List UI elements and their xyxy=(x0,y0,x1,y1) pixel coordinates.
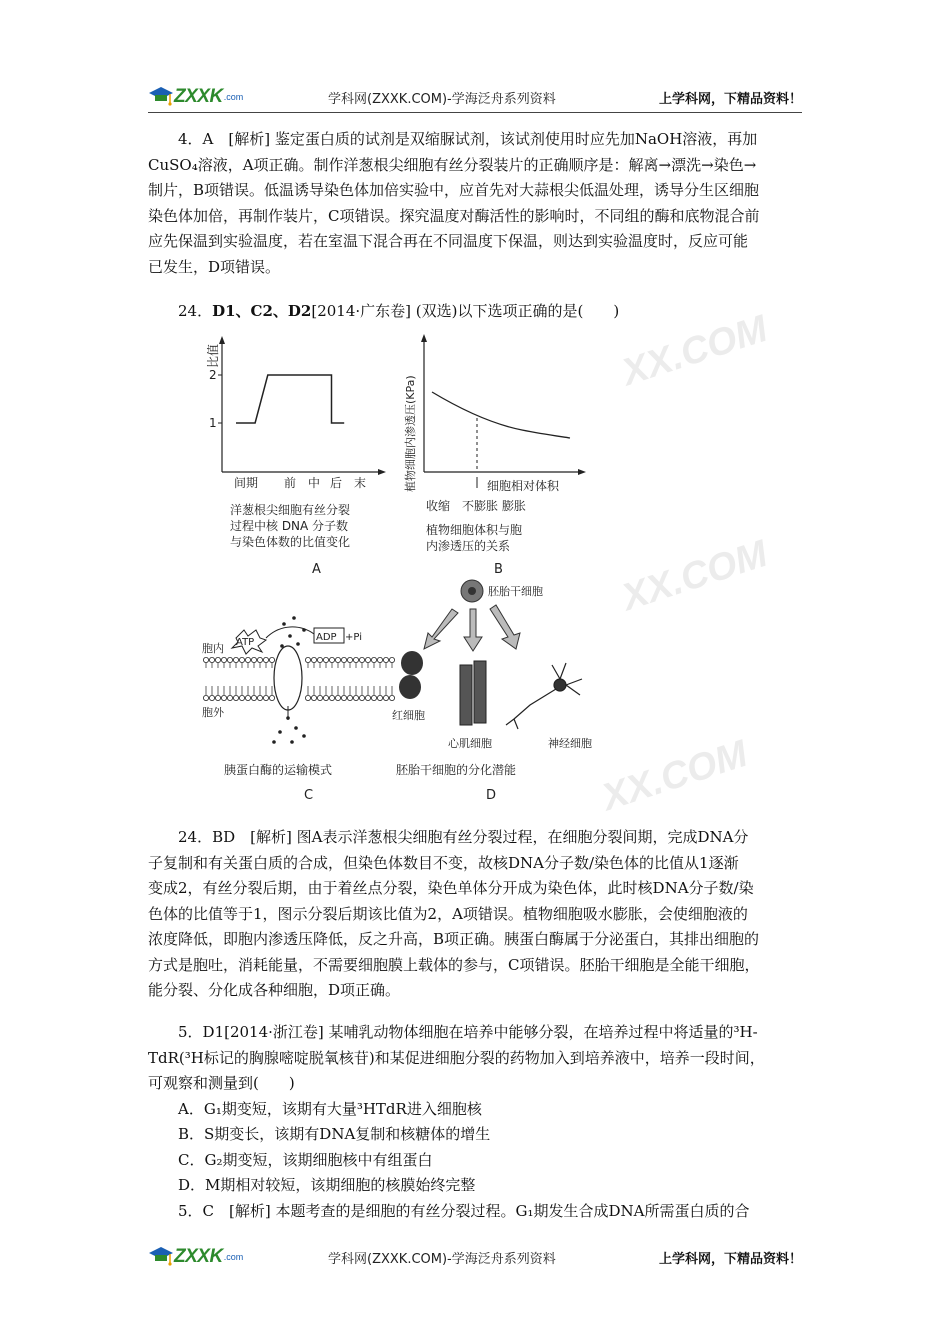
mortarboard-icon xyxy=(148,1244,174,1270)
lipid-head xyxy=(263,695,268,700)
lipid-head xyxy=(347,657,352,662)
lipid-head xyxy=(239,657,244,662)
lipid-head xyxy=(311,657,316,662)
lipid-head xyxy=(323,657,328,662)
caption-line: 洋葱根尖细胞有丝分裂 xyxy=(230,503,351,517)
watermark: XX.COM xyxy=(617,532,773,620)
logo-sub: .com xyxy=(223,92,244,102)
figure-c-caption: 胰蛋白酶的运输模式 xyxy=(224,763,333,777)
lipid-head xyxy=(203,695,208,700)
text-line: 可观察和测量到( ) xyxy=(148,1074,295,1092)
text-line: 子复制和有关蛋白质的合成，但染色体数目不变，故核DNA分子数/染色体的比值从1逐渐 xyxy=(148,853,739,872)
figure-b-xlabel: 细胞相对体积 xyxy=(487,479,560,493)
lipid-head xyxy=(215,695,220,700)
figure-a-chart xyxy=(192,332,392,490)
text-line xyxy=(148,299,810,325)
lipid-head xyxy=(257,657,262,662)
figure-b-letter: B xyxy=(494,562,503,577)
rbc-label: 红细胞 xyxy=(392,709,425,722)
page-footer xyxy=(0,1238,950,1278)
lipid-head xyxy=(359,695,364,700)
figure-b-caption xyxy=(426,522,522,554)
lipid-head xyxy=(203,657,208,662)
text-line: 能分裂、分化成各种细胞，D项正确。 xyxy=(148,981,401,999)
lipid-head xyxy=(335,695,340,700)
lipid-head xyxy=(347,695,352,700)
text-line: 已发生，D项错误。 xyxy=(148,257,281,276)
lipid-head xyxy=(335,657,340,662)
text-line: 变成2，有丝分裂后期，由于着丝点分裂，染色单体分开成为染色体，此时核DNA分子数/染 xyxy=(148,879,754,897)
lipid-head xyxy=(239,695,244,700)
watermark: XX.COM xyxy=(597,732,753,820)
logo-text: ZXXK xyxy=(174,86,223,107)
figure-a xyxy=(192,332,392,582)
option-a: A．G₁期变短，该期有大量³HTdR进入细胞核 xyxy=(178,1099,482,1118)
header-rule xyxy=(148,112,802,113)
red-blood-cell-icon xyxy=(401,651,423,675)
differentiation-arrows xyxy=(424,605,520,651)
figure-a-caption xyxy=(230,502,350,550)
text-line: 染色体加倍，再制作装片，C项错误。探究温度对酶活性的影响时，不同组的酶和底物混合前 xyxy=(148,206,760,225)
lipid-head xyxy=(377,657,382,662)
figure-b xyxy=(402,332,602,582)
figure-b-bottom-labels: 收缩 不膨胀 膨胀 xyxy=(426,499,526,513)
lipid-head xyxy=(221,695,226,700)
heart-label: 心肌细胞 xyxy=(448,737,492,750)
lipid-head xyxy=(251,695,256,700)
figure-d-diagram xyxy=(390,575,620,760)
adp-label: ADP xyxy=(316,632,337,643)
slogan: 上学科网，下精品资料！ xyxy=(658,92,802,107)
lipid-head xyxy=(317,657,322,662)
caption-line: 过程中核 DNA 分子数 xyxy=(230,519,349,533)
figure-d-letter: D xyxy=(486,788,497,803)
site-text: 学科网(ZXXK.COM)-学海泛舟系列资料 xyxy=(328,92,556,107)
figure-a-ylabel: 比值 xyxy=(206,343,220,368)
option-b: B．S期变长，该期有DNA复制和核糖体的增生 xyxy=(178,1125,491,1143)
lipid-head xyxy=(353,657,358,662)
mortarboard-icon xyxy=(148,84,174,110)
lipid-head xyxy=(305,695,310,700)
lipid-head xyxy=(269,695,274,700)
lipid-head xyxy=(215,657,220,662)
lipid-head xyxy=(317,695,322,700)
red-blood-cell-icon xyxy=(399,675,421,699)
zxxk-logo xyxy=(148,1242,243,1272)
lipid-head xyxy=(227,695,232,700)
lipid-head xyxy=(353,695,358,700)
page-header xyxy=(0,78,950,118)
q5-answer: 5．C [解析] 本题考查的是细胞的有丝分裂过程。G₁期发生合成DNA所需蛋白质的合 xyxy=(178,1201,750,1220)
text-line: TdR(³H标记的胸腺嘧啶脱氧核苷)和某促进细胞分裂的药物加入到培养液中，培养一段时间， xyxy=(148,1048,765,1067)
figure-a-ytick: 1 xyxy=(209,416,217,430)
lipid-head xyxy=(245,657,250,662)
lipid-head xyxy=(341,657,346,662)
nerve-label: 神经细胞 xyxy=(548,737,592,750)
text-line: 5．D1[2014·浙江卷] 某哺乳动物体细胞在培养中能够分裂，在培养过程中将适量的³H- xyxy=(178,1023,758,1041)
logo-text: ZXXK xyxy=(174,1246,223,1267)
lipid-head xyxy=(269,657,274,662)
q5 xyxy=(148,1020,810,1224)
text-line: 24．BD [解析] 图A表示洋葱根尖细胞有丝分裂过程，在细胞分裂间期，完成DNA分 xyxy=(178,828,749,846)
figure-a-xlabel: 间期 xyxy=(234,476,259,490)
lipid-head xyxy=(359,657,364,662)
lipid-head xyxy=(209,695,214,700)
q24-codes: D1、C2、D2 xyxy=(212,302,312,320)
outside-label: 胞外 xyxy=(202,706,224,719)
heart-muscle-icon xyxy=(460,661,486,725)
text-line: CuSO₄溶液，A项正确。制作洋葱根尖细胞有丝分裂装片的正确顺序是：解离→漂洗→染色→ xyxy=(148,155,757,174)
q4-answer xyxy=(148,127,810,280)
lipid-head xyxy=(251,657,256,662)
figure-c xyxy=(198,610,398,805)
q24-answer xyxy=(148,825,810,1004)
ratio-line xyxy=(236,375,344,423)
slogan: 上学科网，下精品资料！ xyxy=(658,1252,802,1267)
figure-a-xlabel: 中 xyxy=(308,476,321,490)
text-line: 方式是胞吐，消耗能量，不需要细胞膜上载体的参与，C项错误。胚胎干细胞是全能干细胞， xyxy=(148,955,760,974)
q24-source: [2014·广东卷] (双选)以下选项正确的是( ) xyxy=(311,302,620,320)
option-c: C．G₂期变短，该期细胞核中有组蛋白 xyxy=(178,1150,433,1169)
lipid-head xyxy=(263,657,268,662)
lipid-head xyxy=(383,657,388,662)
lipid-head xyxy=(233,695,238,700)
caption-line: 植物细胞体积与胞 xyxy=(426,523,523,537)
caption-line: 内渗透压的关系 xyxy=(426,539,511,553)
option-d: D．M期相对较短，该期细胞的核膜始终完整 xyxy=(178,1176,476,1194)
lipid-head xyxy=(341,695,346,700)
lipid-head xyxy=(233,657,238,662)
lipid-head xyxy=(383,695,388,700)
figure-a-letter: A xyxy=(312,562,321,577)
zxxk-logo xyxy=(148,82,243,112)
figure-d-caption: 胚胎干细胞的分化潜能 xyxy=(396,763,517,777)
lipid-head xyxy=(305,657,310,662)
osmotic-curve xyxy=(432,392,570,438)
stem-label: 胚胎干细胞 xyxy=(488,585,543,598)
text-line: 色体的比值等于1，图示分裂后期该比值为2，A项错误。植物细胞吸水膨胀，会使细胞液的 xyxy=(148,904,748,923)
figure-a-xlabel: 末 xyxy=(354,476,367,490)
vesicle xyxy=(274,646,302,710)
figure-c-letter: C xyxy=(304,788,314,803)
lipid-head xyxy=(365,695,370,700)
text-line: 浓度降低，即胞内渗透压降低，反之升高，B项正确。胰蛋白酶属于分泌蛋白，其排出细胞的 xyxy=(148,930,760,948)
caption-line: 与染色体数的比值变化 xyxy=(230,535,351,549)
lipid-head xyxy=(329,695,334,700)
figure-d xyxy=(390,575,620,805)
lipid-head xyxy=(377,695,382,700)
figure-b-ylabel: 植物细胞内渗透压(KPa) xyxy=(404,375,417,492)
lipid-head xyxy=(257,695,262,700)
figure-a-xlabel: 前 xyxy=(284,476,297,490)
lipid-head xyxy=(227,657,232,662)
lipid-head xyxy=(323,695,328,700)
lipid-head xyxy=(329,657,334,662)
lipid-head xyxy=(311,695,316,700)
figure-a-ytick: 2 xyxy=(209,368,217,382)
atp-label: ATP xyxy=(236,637,255,648)
site-text: 学科网(ZXXK.COM)-学海泛舟系列资料 xyxy=(328,1252,556,1267)
text-line: 制片，B项错误。低温诱导染色体加倍实验中，应首先对大蒜根尖低温处理，诱导分生区细胞 xyxy=(148,181,760,199)
neuron-icon xyxy=(506,663,582,729)
lipid-head xyxy=(245,695,250,700)
inside-label: 胞内 xyxy=(202,642,224,655)
figure-a-xlabel: 后 xyxy=(330,476,343,490)
text-line: 应先保温到实验温度，若在室温下混合再在不同温度下保温，则达到实验温度时，反应可能 xyxy=(148,232,749,250)
figure-c-diagram xyxy=(198,610,398,760)
q24-number: 24． xyxy=(178,302,213,320)
q24-stem xyxy=(148,299,810,325)
lipid-head xyxy=(221,657,226,662)
lipid-head xyxy=(371,695,376,700)
lipid-head xyxy=(209,657,214,662)
lipid-head xyxy=(371,657,376,662)
watermark: XX.COM xyxy=(617,307,773,395)
figure-b-chart xyxy=(402,332,602,502)
text-line: 4．A [解析] 鉴定蛋白质的试剂是双缩脲试剂，该试剂使用时应先加NaOH溶液，再加 xyxy=(178,130,758,148)
pi-label: +Pi xyxy=(345,632,362,643)
logo-sub: .com xyxy=(223,1252,244,1262)
lipid-head xyxy=(365,657,370,662)
